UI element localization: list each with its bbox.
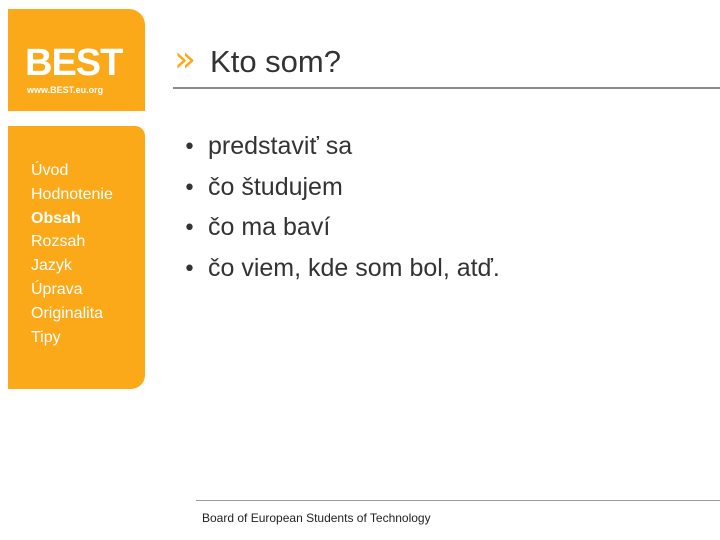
logo-wordmark: BEST xyxy=(25,42,123,84)
bullet-text: čo viem, kde som bol, atď. xyxy=(208,253,500,282)
logo-block xyxy=(8,9,145,111)
footer-text: Board of European Students of Technology xyxy=(202,511,431,525)
bullet-list xyxy=(183,127,500,289)
double-chevron-icon: » xyxy=(174,39,197,80)
sidebar-item-uprava[interactable]: Úprava xyxy=(31,280,83,298)
list-item xyxy=(183,168,500,209)
bullet-text: predstaviť sa xyxy=(208,132,353,160)
sidebar-item-originalita[interactable]: Originalita xyxy=(31,304,104,322)
list-item xyxy=(183,208,500,249)
bullet-text: čo študujem xyxy=(208,172,343,201)
slide-title xyxy=(174,39,341,80)
bullet-icon: • xyxy=(183,256,196,282)
sidebar-item-uvod[interactable]: Úvod xyxy=(31,162,69,179)
page-title: Kto som? xyxy=(210,44,341,79)
title-divider xyxy=(173,87,720,89)
bullet-text: čo ma baví xyxy=(208,213,331,241)
sidebar-item-obsah[interactable]: Obsah xyxy=(31,209,81,227)
sidebar-item-tipy[interactable]: Tipy xyxy=(31,328,61,346)
sidebar-item-jazyk[interactable]: Jazyk xyxy=(31,257,72,275)
sidebar-nav xyxy=(31,159,113,349)
list-item xyxy=(183,249,500,290)
logo-url: www.BEST.eu.org xyxy=(27,85,104,95)
list-item xyxy=(183,127,500,168)
sidebar-item-hodnotenie[interactable]: Hodnotenie xyxy=(31,185,113,203)
sidebar-item-rozsah[interactable]: Rozsah xyxy=(31,233,86,251)
bullet-icon: • xyxy=(183,216,196,241)
footer-divider xyxy=(196,500,720,501)
bullet-icon: • xyxy=(183,175,196,201)
bullet-icon: • xyxy=(183,135,196,160)
